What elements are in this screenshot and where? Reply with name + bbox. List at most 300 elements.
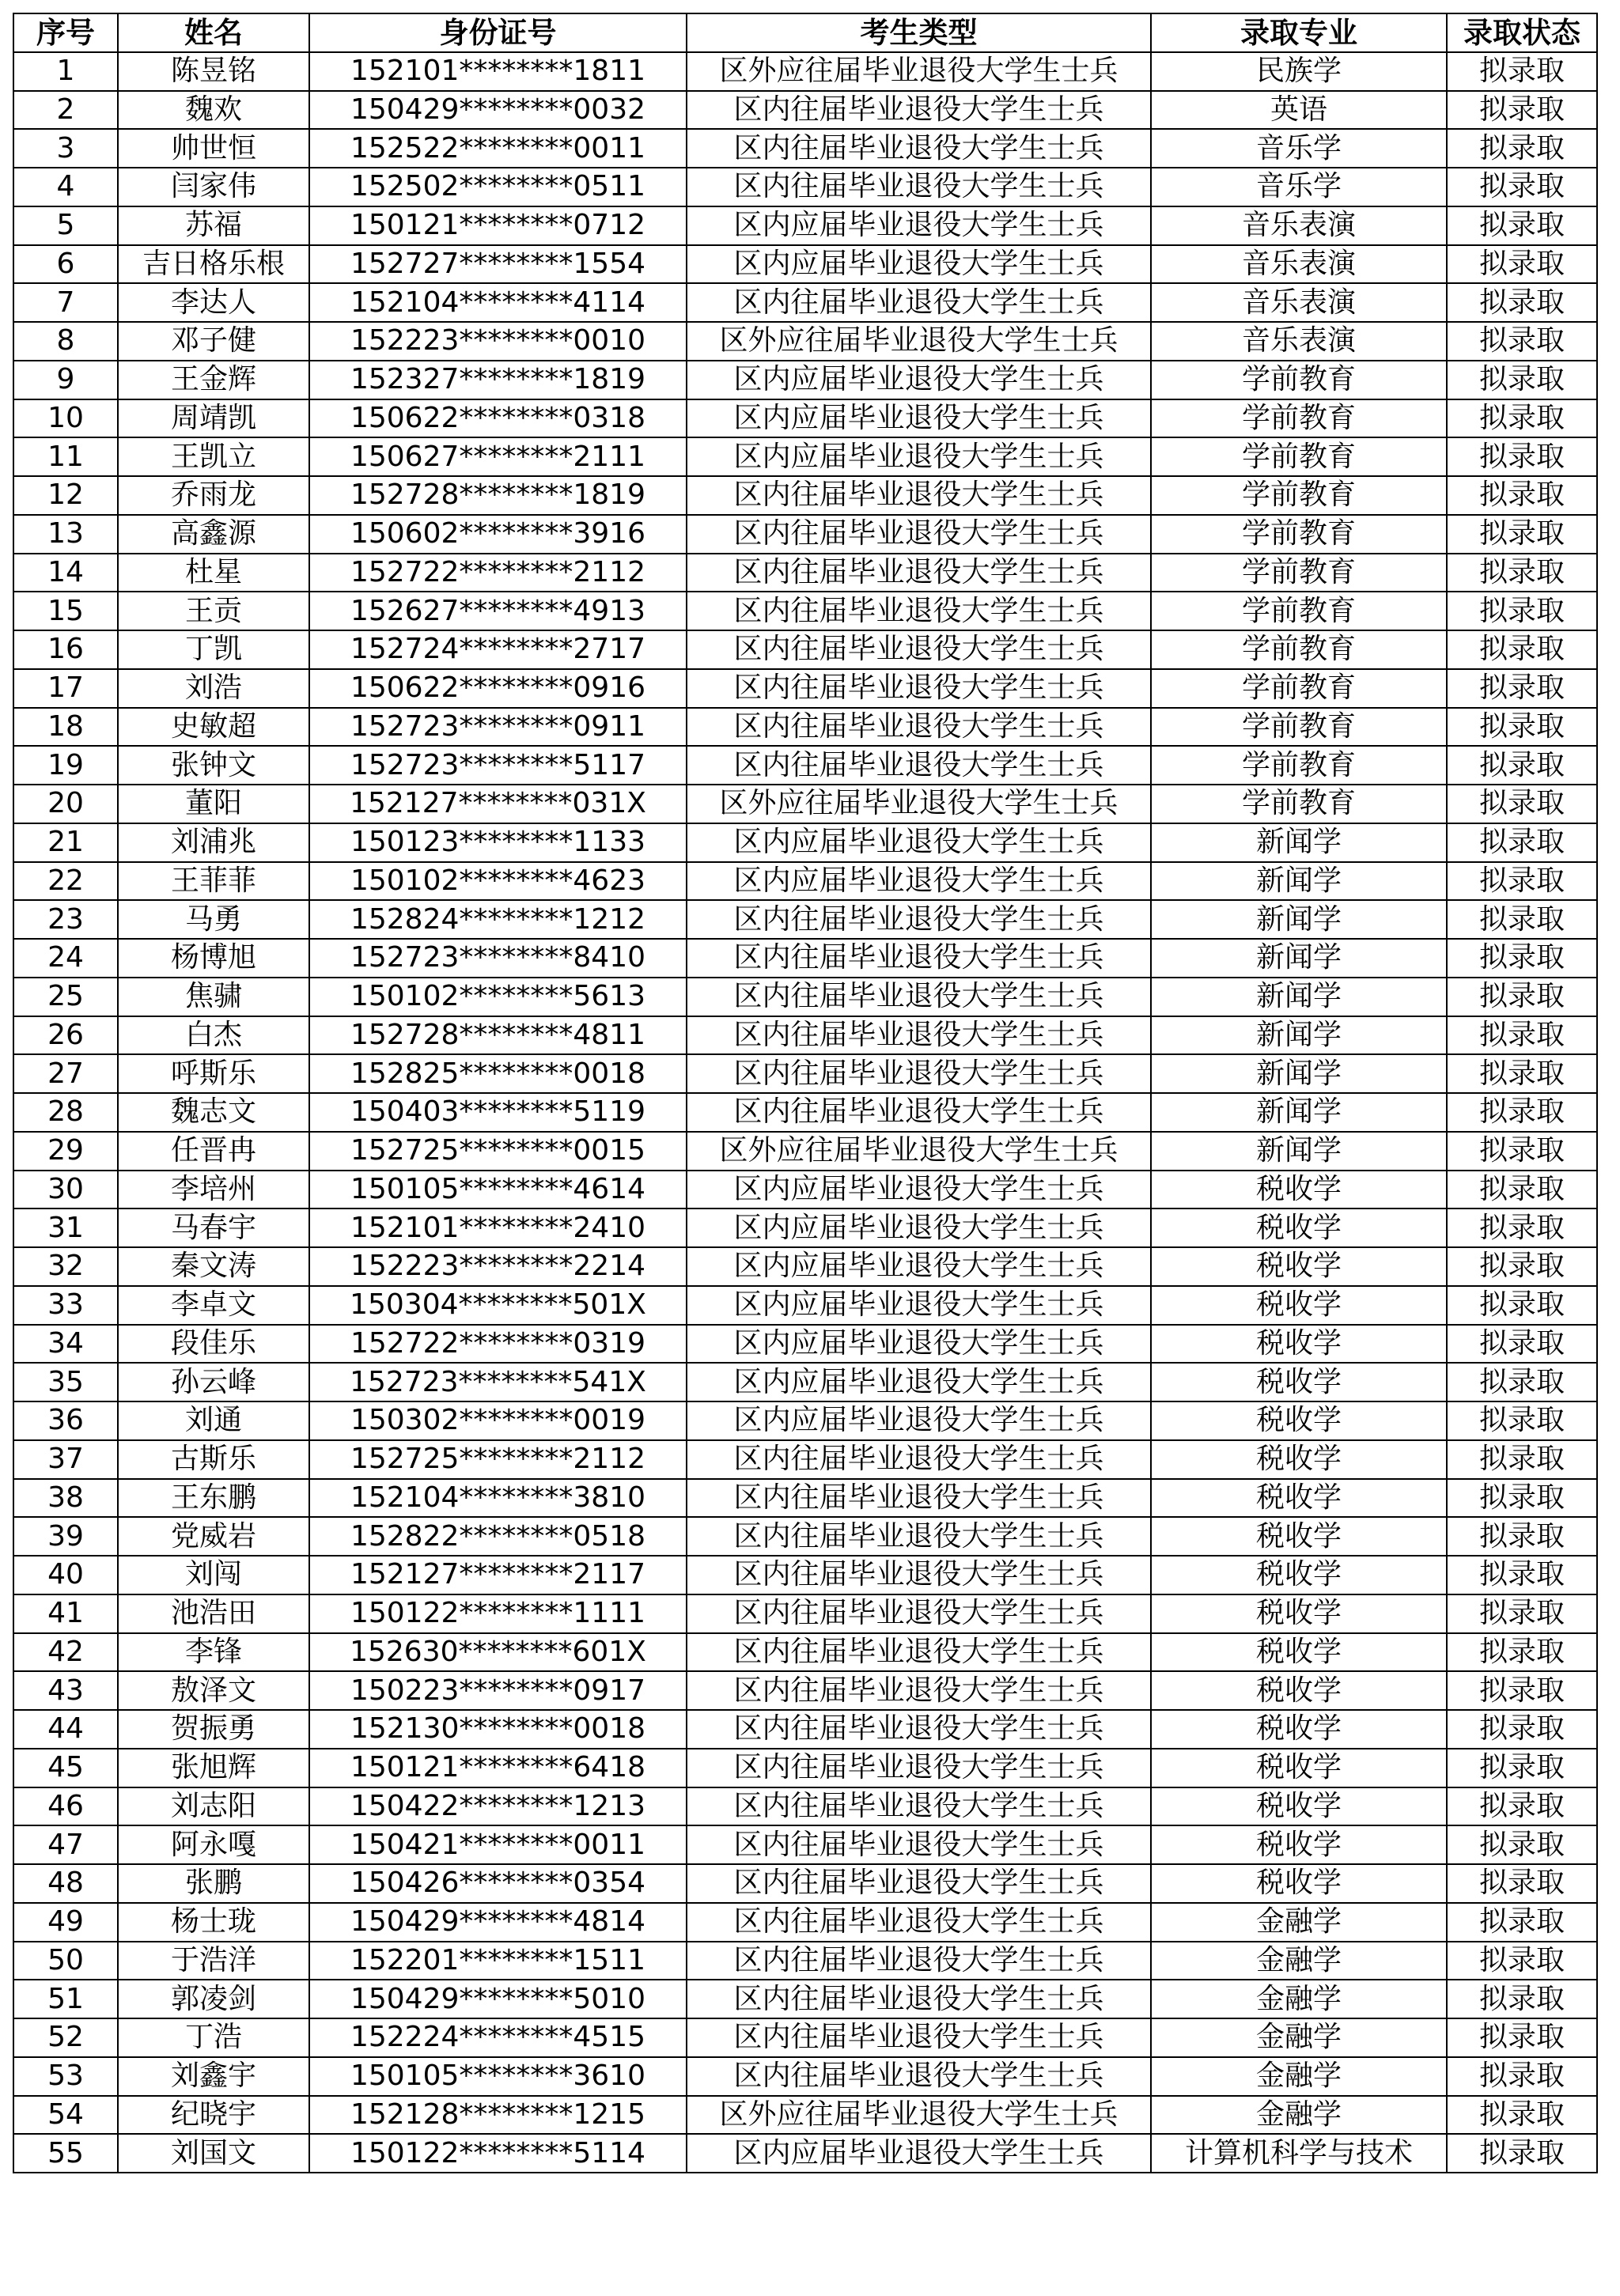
cell-candidate-type: 区内往届毕业退役大学生士兵 bbox=[687, 746, 1151, 785]
cell-status: 拟录取 bbox=[1447, 1980, 1597, 2018]
cell-status: 拟录取 bbox=[1447, 1942, 1597, 1980]
table-header bbox=[13, 13, 1597, 52]
cell-name: 呼斯乐 bbox=[118, 1054, 309, 1093]
cell-candidate-type: 区内应届毕业退役大学生士兵 bbox=[687, 1286, 1151, 1325]
cell-index: 26 bbox=[13, 1016, 118, 1055]
cell-id-number: 150421********0011 bbox=[309, 1825, 687, 1864]
cell-status: 拟录取 bbox=[1447, 746, 1597, 785]
cell-name: 张鹏 bbox=[118, 1864, 309, 1903]
cell-name: 帅世恒 bbox=[118, 129, 309, 168]
cell-id-number: 150403********5119 bbox=[309, 1093, 687, 1132]
cell-name: 陈昱铭 bbox=[118, 52, 309, 91]
cell-index: 52 bbox=[13, 2018, 118, 2057]
table-row bbox=[13, 1209, 1597, 1247]
cell-candidate-type: 区内往届毕业退役大学生士兵 bbox=[687, 939, 1151, 978]
cell-status: 拟录取 bbox=[1447, 1247, 1597, 1286]
cell-id-number: 152722********0319 bbox=[309, 1325, 687, 1364]
cell-name: 李锋 bbox=[118, 1633, 309, 1672]
cell-name: 杨士珑 bbox=[118, 1903, 309, 1942]
table-row bbox=[13, 862, 1597, 901]
cell-status: 拟录取 bbox=[1447, 52, 1597, 91]
cell-candidate-type: 区内往届毕业退役大学生士兵 bbox=[687, 1517, 1151, 1556]
cell-major: 金融学 bbox=[1151, 1903, 1447, 1942]
table-row bbox=[13, 515, 1597, 554]
cell-name: 孙云峰 bbox=[118, 1363, 309, 1401]
cell-candidate-type: 区内往届毕业退役大学生士兵 bbox=[687, 2057, 1151, 2096]
cell-index: 29 bbox=[13, 1132, 118, 1171]
cell-name: 魏志文 bbox=[118, 1093, 309, 1132]
cell-name: 王金辉 bbox=[118, 361, 309, 399]
cell-id-number: 152728********4811 bbox=[309, 1016, 687, 1055]
cell-status: 拟录取 bbox=[1447, 862, 1597, 901]
cell-major: 税收学 bbox=[1151, 1209, 1447, 1247]
cell-index: 24 bbox=[13, 939, 118, 978]
cell-index: 36 bbox=[13, 1401, 118, 1440]
cell-name: 董阳 bbox=[118, 785, 309, 823]
cell-name: 闫家伟 bbox=[118, 168, 309, 206]
cell-id-number: 150122********1111 bbox=[309, 1594, 687, 1633]
cell-id-number: 152728********1819 bbox=[309, 476, 687, 515]
table-row bbox=[13, 91, 1597, 130]
table-row bbox=[13, 669, 1597, 708]
cell-name: 王贡 bbox=[118, 592, 309, 630]
cell-major: 税收学 bbox=[1151, 1247, 1447, 1286]
cell-index: 39 bbox=[13, 1517, 118, 1556]
cell-major: 学前教育 bbox=[1151, 515, 1447, 554]
cell-status: 拟录取 bbox=[1447, 1054, 1597, 1093]
table-row bbox=[13, 785, 1597, 823]
cell-major: 学前教育 bbox=[1151, 669, 1447, 708]
cell-index: 4 bbox=[13, 168, 118, 206]
cell-status: 拟录取 bbox=[1447, 630, 1597, 669]
cell-candidate-type: 区内往届毕业退役大学生士兵 bbox=[687, 91, 1151, 130]
cell-major: 税收学 bbox=[1151, 1401, 1447, 1440]
table-row bbox=[13, 1671, 1597, 1710]
cell-id-number: 150622********0916 bbox=[309, 669, 687, 708]
cell-candidate-type: 区内应届毕业退役大学生士兵 bbox=[687, 361, 1151, 399]
cell-status: 拟录取 bbox=[1447, 1594, 1597, 1633]
table-row bbox=[13, 1710, 1597, 1749]
cell-name: 马春宇 bbox=[118, 1209, 309, 1247]
cell-name: 焦骕 bbox=[118, 978, 309, 1016]
cell-id-number: 152101********1811 bbox=[309, 52, 687, 91]
table-row bbox=[13, 1054, 1597, 1093]
table-row bbox=[13, 1440, 1597, 1479]
cell-candidate-type: 区内往届毕业退役大学生士兵 bbox=[687, 669, 1151, 708]
cell-id-number: 152522********0011 bbox=[309, 129, 687, 168]
cell-major: 学前教育 bbox=[1151, 554, 1447, 592]
cell-status: 拟录取 bbox=[1447, 1671, 1597, 1710]
cell-id-number: 152327********1819 bbox=[309, 361, 687, 399]
table-row bbox=[13, 206, 1597, 245]
cell-status: 拟录取 bbox=[1447, 669, 1597, 708]
table-row bbox=[13, 1903, 1597, 1942]
cell-status: 拟录取 bbox=[1447, 476, 1597, 515]
cell-candidate-type: 区内往届毕业退役大学生士兵 bbox=[687, 1479, 1151, 1518]
table-row bbox=[13, 1594, 1597, 1633]
cell-name: 敖泽文 bbox=[118, 1671, 309, 1710]
table-row bbox=[13, 1864, 1597, 1903]
cell-index: 20 bbox=[13, 785, 118, 823]
cell-id-number: 152627********4913 bbox=[309, 592, 687, 630]
cell-status: 拟录取 bbox=[1447, 437, 1597, 476]
cell-name: 丁凯 bbox=[118, 630, 309, 669]
cell-index: 55 bbox=[13, 2134, 118, 2173]
cell-index: 13 bbox=[13, 515, 118, 554]
cell-id-number: 152127********2117 bbox=[309, 1556, 687, 1594]
cell-index: 46 bbox=[13, 1787, 118, 1826]
cell-name: 丁浩 bbox=[118, 2018, 309, 2057]
cell-candidate-type: 区内应届毕业退役大学生士兵 bbox=[687, 245, 1151, 284]
cell-major: 新闻学 bbox=[1151, 823, 1447, 862]
cell-candidate-type: 区外应往届毕业退役大学生士兵 bbox=[687, 52, 1151, 91]
cell-status: 拟录取 bbox=[1447, 785, 1597, 823]
cell-major: 税收学 bbox=[1151, 1325, 1447, 1364]
cell-index: 38 bbox=[13, 1479, 118, 1518]
cell-candidate-type: 区外应往届毕业退役大学生士兵 bbox=[687, 785, 1151, 823]
cell-candidate-type: 区内应届毕业退役大学生士兵 bbox=[687, 1171, 1151, 1209]
cell-id-number: 152101********2410 bbox=[309, 1209, 687, 1247]
cell-major: 税收学 bbox=[1151, 1517, 1447, 1556]
cell-status: 拟录取 bbox=[1447, 283, 1597, 322]
header-major: 录取专业 bbox=[1151, 13, 1447, 52]
cell-index: 33 bbox=[13, 1286, 118, 1325]
cell-index: 12 bbox=[13, 476, 118, 515]
table-row bbox=[13, 1016, 1597, 1055]
cell-index: 43 bbox=[13, 1671, 118, 1710]
table-row bbox=[13, 52, 1597, 91]
cell-name: 秦文涛 bbox=[118, 1247, 309, 1286]
cell-index: 22 bbox=[13, 862, 118, 901]
cell-status: 拟录取 bbox=[1447, 1401, 1597, 1440]
cell-major: 新闻学 bbox=[1151, 978, 1447, 1016]
cell-id-number: 152724********2717 bbox=[309, 630, 687, 669]
cell-status: 拟录取 bbox=[1447, 1864, 1597, 1903]
cell-status: 拟录取 bbox=[1447, 1440, 1597, 1479]
cell-status: 拟录取 bbox=[1447, 206, 1597, 245]
cell-candidate-type: 区内应届毕业退役大学生士兵 bbox=[687, 1363, 1151, 1401]
cell-name: 邓子健 bbox=[118, 322, 309, 361]
cell-name: 王凯立 bbox=[118, 437, 309, 476]
table-row bbox=[13, 630, 1597, 669]
cell-id-number: 150622********0318 bbox=[309, 399, 687, 438]
cell-name: 刘国文 bbox=[118, 2134, 309, 2173]
admission-table bbox=[13, 13, 1598, 2173]
cell-status: 拟录取 bbox=[1447, 361, 1597, 399]
cell-index: 42 bbox=[13, 1633, 118, 1672]
cell-major: 新闻学 bbox=[1151, 862, 1447, 901]
cell-index: 11 bbox=[13, 437, 118, 476]
cell-candidate-type: 区内往届毕业退役大学生士兵 bbox=[687, 1749, 1151, 1787]
cell-major: 计算机科学与技术 bbox=[1151, 2134, 1447, 2173]
cell-major: 税收学 bbox=[1151, 1479, 1447, 1518]
cell-major: 音乐学 bbox=[1151, 168, 1447, 206]
table-row bbox=[13, 437, 1597, 476]
cell-candidate-type: 区内往届毕业退役大学生士兵 bbox=[687, 1710, 1151, 1749]
cell-id-number: 152725********2112 bbox=[309, 1440, 687, 1479]
cell-candidate-type: 区内应届毕业退役大学生士兵 bbox=[687, 862, 1151, 901]
cell-index: 30 bbox=[13, 1171, 118, 1209]
cell-index: 14 bbox=[13, 554, 118, 592]
cell-major: 金融学 bbox=[1151, 1980, 1447, 2018]
cell-id-number: 150304********501X bbox=[309, 1286, 687, 1325]
cell-major: 税收学 bbox=[1151, 1710, 1447, 1749]
cell-candidate-type: 区内往届毕业退役大学生士兵 bbox=[687, 283, 1151, 322]
cell-candidate-type: 区内往届毕业退役大学生士兵 bbox=[687, 1016, 1151, 1055]
cell-candidate-type: 区内往届毕业退役大学生士兵 bbox=[687, 1054, 1151, 1093]
cell-name: 魏欢 bbox=[118, 91, 309, 130]
cell-id-number: 150223********0917 bbox=[309, 1671, 687, 1710]
cell-status: 拟录取 bbox=[1447, 1787, 1597, 1826]
table-row bbox=[13, 1787, 1597, 1826]
cell-candidate-type: 区内往届毕业退役大学生士兵 bbox=[687, 630, 1151, 669]
cell-name: 王菲菲 bbox=[118, 862, 309, 901]
cell-major: 金融学 bbox=[1151, 2057, 1447, 2096]
cell-id-number: 150422********1213 bbox=[309, 1787, 687, 1826]
cell-major: 税收学 bbox=[1151, 1594, 1447, 1633]
table-row bbox=[13, 1286, 1597, 1325]
cell-major: 新闻学 bbox=[1151, 1016, 1447, 1055]
cell-status: 拟录取 bbox=[1447, 1556, 1597, 1594]
table-row bbox=[13, 322, 1597, 361]
cell-major: 音乐表演 bbox=[1151, 283, 1447, 322]
table-row bbox=[13, 746, 1597, 785]
cell-status: 拟录取 bbox=[1447, 1363, 1597, 1401]
cell-name: 刘浦兆 bbox=[118, 823, 309, 862]
cell-major: 学前教育 bbox=[1151, 785, 1447, 823]
cell-index: 6 bbox=[13, 245, 118, 284]
cell-major: 税收学 bbox=[1151, 1787, 1447, 1826]
cell-id-number: 152722********2112 bbox=[309, 554, 687, 592]
table-row bbox=[13, 939, 1597, 978]
cell-id-number: 152224********4515 bbox=[309, 2018, 687, 2057]
cell-major: 学前教育 bbox=[1151, 592, 1447, 630]
table-row bbox=[13, 708, 1597, 747]
header-candidate-type: 考生类型 bbox=[687, 13, 1151, 52]
table-row bbox=[13, 168, 1597, 206]
cell-name: 纪晓宇 bbox=[118, 2096, 309, 2135]
cell-name: 白杰 bbox=[118, 1016, 309, 1055]
table-row bbox=[13, 900, 1597, 939]
cell-status: 拟录取 bbox=[1447, 1016, 1597, 1055]
cell-id-number: 152128********1215 bbox=[309, 2096, 687, 2135]
cell-index: 37 bbox=[13, 1440, 118, 1479]
cell-status: 拟录取 bbox=[1447, 168, 1597, 206]
header-row bbox=[13, 13, 1597, 52]
table-row bbox=[13, 1633, 1597, 1672]
cell-status: 拟录取 bbox=[1447, 900, 1597, 939]
cell-name: 高鑫源 bbox=[118, 515, 309, 554]
table-row bbox=[13, 1980, 1597, 2018]
cell-candidate-type: 区内往届毕业退役大学生士兵 bbox=[687, 1980, 1151, 2018]
cell-status: 拟录取 bbox=[1447, 978, 1597, 1016]
cell-status: 拟录取 bbox=[1447, 2057, 1597, 2096]
cell-candidate-type: 区内往届毕业退役大学生士兵 bbox=[687, 1556, 1151, 1594]
cell-major: 学前教育 bbox=[1151, 746, 1447, 785]
cell-major: 学前教育 bbox=[1151, 399, 1447, 438]
cell-major: 金融学 bbox=[1151, 2096, 1447, 2135]
cell-candidate-type: 区内往届毕业退役大学生士兵 bbox=[687, 1440, 1151, 1479]
table-row bbox=[13, 1171, 1597, 1209]
cell-id-number: 152822********0518 bbox=[309, 1517, 687, 1556]
cell-id-number: 150429********0032 bbox=[309, 91, 687, 130]
cell-index: 21 bbox=[13, 823, 118, 862]
cell-candidate-type: 区内往届毕业退役大学生士兵 bbox=[687, 592, 1151, 630]
cell-name: 郭凌剑 bbox=[118, 1980, 309, 2018]
cell-major: 学前教育 bbox=[1151, 437, 1447, 476]
cell-candidate-type: 区内往届毕业退役大学生士兵 bbox=[687, 1825, 1151, 1864]
cell-candidate-type: 区内应届毕业退役大学生士兵 bbox=[687, 437, 1151, 476]
cell-status: 拟录取 bbox=[1447, 1517, 1597, 1556]
cell-index: 35 bbox=[13, 1363, 118, 1401]
cell-index: 47 bbox=[13, 1825, 118, 1864]
cell-name: 马勇 bbox=[118, 900, 309, 939]
cell-name: 刘鑫宇 bbox=[118, 2057, 309, 2096]
cell-name: 任晋冉 bbox=[118, 1132, 309, 1171]
cell-candidate-type: 区外应往届毕业退役大学生士兵 bbox=[687, 322, 1151, 361]
table-row bbox=[13, 399, 1597, 438]
cell-major: 学前教育 bbox=[1151, 708, 1447, 747]
cell-status: 拟录取 bbox=[1447, 1093, 1597, 1132]
cell-id-number: 150105********3610 bbox=[309, 2057, 687, 2096]
cell-candidate-type: 区内往届毕业退役大学生士兵 bbox=[687, 978, 1151, 1016]
cell-candidate-type: 区内往届毕业退役大学生士兵 bbox=[687, 1093, 1151, 1132]
cell-index: 45 bbox=[13, 1749, 118, 1787]
cell-id-number: 152723********0911 bbox=[309, 708, 687, 747]
cell-name: 李培州 bbox=[118, 1171, 309, 1209]
cell-index: 49 bbox=[13, 1903, 118, 1942]
cell-status: 拟录取 bbox=[1447, 823, 1597, 862]
cell-candidate-type: 区内往届毕业退役大学生士兵 bbox=[687, 1903, 1151, 1942]
cell-major: 新闻学 bbox=[1151, 1093, 1447, 1132]
cell-index: 9 bbox=[13, 361, 118, 399]
cell-name: 王东鹏 bbox=[118, 1479, 309, 1518]
cell-major: 学前教育 bbox=[1151, 476, 1447, 515]
table-row bbox=[13, 1749, 1597, 1787]
cell-name: 段佳乐 bbox=[118, 1325, 309, 1364]
table-row bbox=[13, 2134, 1597, 2173]
table-row bbox=[13, 1479, 1597, 1518]
cell-candidate-type: 区内往届毕业退役大学生士兵 bbox=[687, 1594, 1151, 1633]
cell-id-number: 150602********3916 bbox=[309, 515, 687, 554]
cell-candidate-type: 区内往届毕业退役大学生士兵 bbox=[687, 554, 1151, 592]
cell-status: 拟录取 bbox=[1447, 1903, 1597, 1942]
cell-candidate-type: 区内应届毕业退役大学生士兵 bbox=[687, 1325, 1151, 1364]
cell-id-number: 152723********5117 bbox=[309, 746, 687, 785]
table-row bbox=[13, 476, 1597, 515]
table-row bbox=[13, 283, 1597, 322]
cell-status: 拟录取 bbox=[1447, 129, 1597, 168]
header-id-number: 身份证号 bbox=[309, 13, 687, 52]
cell-candidate-type: 区内应届毕业退役大学生士兵 bbox=[687, 2134, 1151, 2173]
table-body bbox=[13, 52, 1597, 2173]
cell-major: 金融学 bbox=[1151, 1942, 1447, 1980]
cell-index: 32 bbox=[13, 1247, 118, 1286]
cell-id-number: 152824********1212 bbox=[309, 900, 687, 939]
cell-candidate-type: 区内往届毕业退役大学生士兵 bbox=[687, 168, 1151, 206]
cell-id-number: 152104********3810 bbox=[309, 1479, 687, 1518]
cell-status: 拟录取 bbox=[1447, 1825, 1597, 1864]
table-row bbox=[13, 361, 1597, 399]
cell-major: 民族学 bbox=[1151, 52, 1447, 91]
header-status: 录取状态 bbox=[1447, 13, 1597, 52]
cell-status: 拟录取 bbox=[1447, 708, 1597, 747]
cell-index: 7 bbox=[13, 283, 118, 322]
cell-id-number: 150121********0712 bbox=[309, 206, 687, 245]
table-row bbox=[13, 245, 1597, 284]
cell-candidate-type: 区内应届毕业退役大学生士兵 bbox=[687, 399, 1151, 438]
cell-id-number: 152630********601X bbox=[309, 1633, 687, 1672]
cell-candidate-type: 区内应届毕业退役大学生士兵 bbox=[687, 206, 1151, 245]
cell-major: 税收学 bbox=[1151, 1440, 1447, 1479]
cell-name: 杨博旭 bbox=[118, 939, 309, 978]
table-row bbox=[13, 1132, 1597, 1171]
cell-candidate-type: 区内应届毕业退役大学生士兵 bbox=[687, 823, 1151, 862]
cell-index: 28 bbox=[13, 1093, 118, 1132]
cell-candidate-type: 区外应往届毕业退役大学生士兵 bbox=[687, 1132, 1151, 1171]
cell-id-number: 152223********0010 bbox=[309, 322, 687, 361]
cell-status: 拟录取 bbox=[1447, 91, 1597, 130]
cell-name: 阿永嘎 bbox=[118, 1825, 309, 1864]
cell-candidate-type: 区内往届毕业退役大学生士兵 bbox=[687, 129, 1151, 168]
cell-candidate-type: 区内往届毕业退役大学生士兵 bbox=[687, 1942, 1151, 1980]
cell-name: 刘通 bbox=[118, 1401, 309, 1440]
cell-status: 拟录取 bbox=[1447, 1132, 1597, 1171]
cell-status: 拟录取 bbox=[1447, 1479, 1597, 1518]
cell-major: 音乐表演 bbox=[1151, 245, 1447, 284]
table-row bbox=[13, 978, 1597, 1016]
header-index: 序号 bbox=[13, 13, 118, 52]
cell-id-number: 152725********0015 bbox=[309, 1132, 687, 1171]
cell-id-number: 150302********0019 bbox=[309, 1401, 687, 1440]
table-row bbox=[13, 1517, 1597, 1556]
cell-index: 5 bbox=[13, 206, 118, 245]
cell-major: 音乐学 bbox=[1151, 129, 1447, 168]
cell-index: 10 bbox=[13, 399, 118, 438]
cell-name: 池浩田 bbox=[118, 1594, 309, 1633]
cell-status: 拟录取 bbox=[1447, 2134, 1597, 2173]
cell-name: 刘志阳 bbox=[118, 1787, 309, 1826]
cell-candidate-type: 区内往届毕业退役大学生士兵 bbox=[687, 1633, 1151, 1672]
table-row bbox=[13, 2096, 1597, 2135]
cell-major: 新闻学 bbox=[1151, 939, 1447, 978]
cell-name: 于浩洋 bbox=[118, 1942, 309, 1980]
table-row bbox=[13, 2018, 1597, 2057]
cell-index: 41 bbox=[13, 1594, 118, 1633]
cell-index: 31 bbox=[13, 1209, 118, 1247]
cell-id-number: 152127********031X bbox=[309, 785, 687, 823]
cell-major: 新闻学 bbox=[1151, 1054, 1447, 1093]
cell-index: 53 bbox=[13, 2057, 118, 2096]
cell-candidate-type: 区内往届毕业退役大学生士兵 bbox=[687, 708, 1151, 747]
cell-index: 19 bbox=[13, 746, 118, 785]
cell-index: 40 bbox=[13, 1556, 118, 1594]
cell-major: 音乐表演 bbox=[1151, 322, 1447, 361]
table-row bbox=[13, 1247, 1597, 1286]
cell-major: 新闻学 bbox=[1151, 900, 1447, 939]
cell-id-number: 150102********4623 bbox=[309, 862, 687, 901]
cell-major: 税收学 bbox=[1151, 1864, 1447, 1903]
cell-index: 16 bbox=[13, 630, 118, 669]
cell-id-number: 152727********1554 bbox=[309, 245, 687, 284]
cell-status: 拟录取 bbox=[1447, 2018, 1597, 2057]
cell-index: 34 bbox=[13, 1325, 118, 1364]
cell-name: 李达人 bbox=[118, 283, 309, 322]
cell-index: 48 bbox=[13, 1864, 118, 1903]
cell-status: 拟录取 bbox=[1447, 245, 1597, 284]
cell-major: 税收学 bbox=[1151, 1286, 1447, 1325]
cell-status: 拟录取 bbox=[1447, 1286, 1597, 1325]
